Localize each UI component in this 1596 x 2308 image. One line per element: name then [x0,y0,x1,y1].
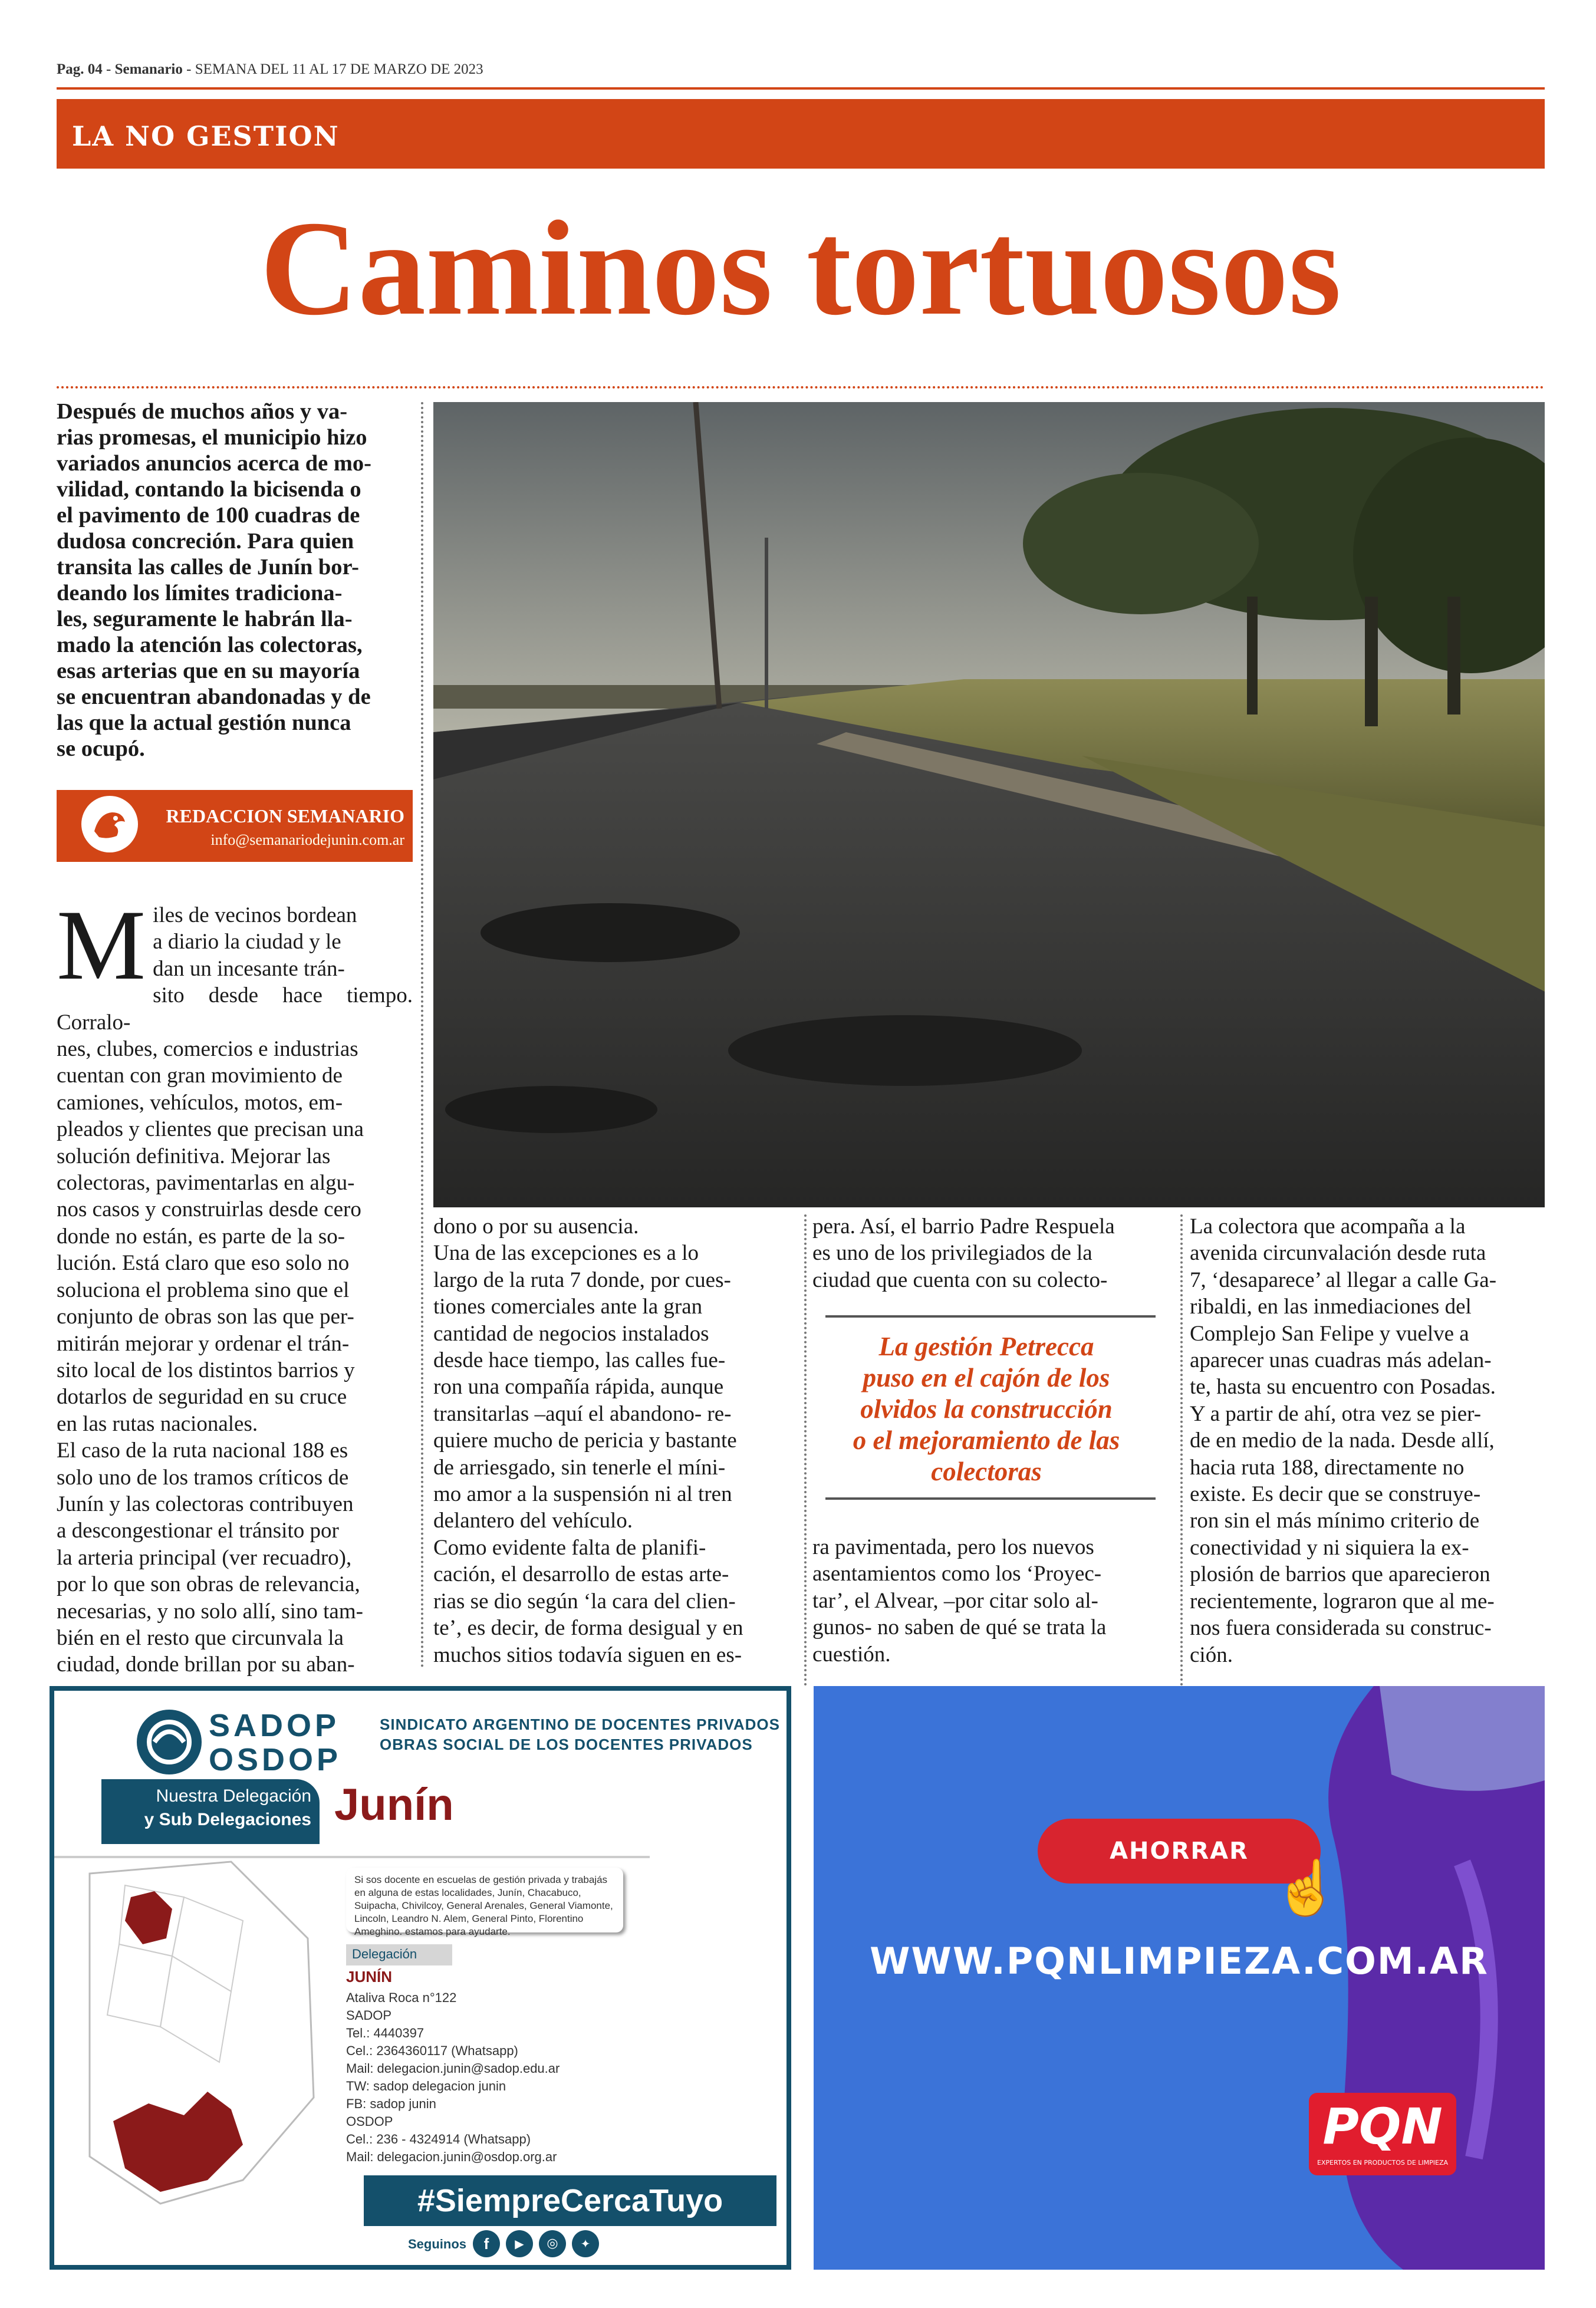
pqn-ad[interactable] [814,1686,1545,2270]
pullquote: La gestión Petrecca puso en el cajón de los olvidos la construcción o el mejoramiento de las colectoras [853,1332,1120,1486]
body-column-2: dono o por su ausencia. Una de las excepciones es a lo largo de la ruta 7 donde, por cues- tiones comerciales ante la gran cantidad de negocios instalados desde hace tiempo, las calles fue- ron una compañía rápida, aunque transitarlas –aquí el abandono- re- quiere mucho de pericia y bastante de arriesgado, sin tenerle el míni- mo amor a la suspensión ni al tren delantero del vehículo. Como evidente falta de planifi- cación, el desarrollo de estas arte- rias se dio según ‘la cara del clien- te’, es decir, de forma desigual y en muchos sitios todavía siguen en es- [433,1214,743,1667]
page-number: Pag. 04 [57,61,103,77]
section-band [57,99,1545,169]
contact-line: Cel.: 2364360117 (Whatsapp) [346,2043,518,2058]
paper-name: Semanario [114,61,183,77]
facebook-icon[interactable]: f [473,2230,500,2257]
sadop-brand: SADOP [209,1708,340,1743]
lead-paragraph: Después de muchos años y va- rias promesas, el municipio hizo variados anuncios acerca de mo- vilidad, contando la bicisenda o el pavimento de 100 cuadras de dudosa concreción. Para quien transita las calles de Junín bor- deando los límites tradiciona- les, seguramente le habrán lla- mado la atención las colectoras, esas arterias que en su mayoría se encuentran abandonadas y de las que la actual gestión nunca se ocupó. [57,399,371,761]
byline-email[interactable]: info@semanariodejunin.com.ar [210,831,404,848]
sadop-logo-icon [137,1710,202,1774]
byline [57,790,413,862]
byline-name: REDACCION SEMANARIO [166,805,404,827]
dropcap: M [57,890,146,1000]
sadop-ad[interactable] [50,1686,791,2270]
body-column-3-top: pera. Así, el barrio Padre Respuela es uno de los privilegiados de la ciudad que cuenta con su colecto- [812,1214,1115,1292]
instagram-icon[interactable]: ◎ [539,2230,566,2257]
header-rule [57,87,1545,90]
pqn-logo-badge [1309,2093,1456,2175]
contact-line: TW: sadop delegacion junin [346,2079,506,2093]
edition-date: SEMANA DEL 11 AL 17 DE MARZO DE 2023 [195,61,483,77]
twitter-icon[interactable]: ✦ [572,2230,599,2257]
youtube-icon[interactable]: ▶ [506,2230,533,2257]
delegation-banner [101,1779,320,1844]
column-divider-1 [421,402,423,1668]
contact-list [346,1989,560,2166]
delegation-line-2: y Sub Delegaciones [144,1810,311,1829]
hand-cursor-icon: ☝ [1273,1857,1340,1919]
contact-line: Ataliva Roca n°122 [346,1990,457,2005]
body-column-3-bottom: ra pavimentada, pero los nuevos asentamientos como los ‘Proyec- tar’, el Alvear, –por citar solo al- gunos- no saben de qué se trata la cuestión. [812,1535,1107,1667]
road-photo [433,402,1545,1207]
pullquote-rule-top [825,1315,1156,1318]
hashtag-banner: #SiempreCercaTuyo [364,2175,776,2226]
pqn-url[interactable]: WWW.PQNLIMPIEZA.COM.AR [870,1940,1489,1983]
contact-line: Mail: delegacion.junin@sadop.edu.ar [346,2061,560,2076]
sadop-org-line-2: OBRAS SOCIAL DE LOS DOCENTES PRIVADOS [380,1736,753,1753]
semanario-logo-icon [81,796,138,852]
contact-line: Mail: delegacion.junin@osdop.org.ar [346,2149,557,2164]
body-column-1 [57,890,413,1678]
folio: Pag. 04 - Semanario - SEMANA DEL 11 AL 17 DE MARZO DE 2023 [57,61,483,77]
ahorrar-button[interactable]: AHORRAR [1038,1819,1321,1884]
sadop-org-line-1: SINDICATO ARGENTINO DE DOCENTES PRIVADOS [380,1716,780,1733]
osdop-brand: OSDOP [209,1742,342,1777]
contact-line: OSDOP [346,2114,393,2129]
delegation-tab: Delegación [346,1944,452,1965]
pqn-tagline: EXPERTOS EN PRODUCTOS DE LIMPIEZA [1317,2159,1449,2167]
column-divider-3 [1180,1214,1183,1686]
sadop-city: Junín [334,1780,454,1830]
contact-line: Cel.: 236 - 4324914 (Whatsapp) [346,2132,531,2146]
contact-line: Tel.: 4440397 [346,2026,424,2040]
contact-line: FB: sadop junin [346,2096,436,2111]
contact-city: JUNÍN [346,1968,393,1986]
section-title: LA NO GESTION [72,120,340,152]
body-column-4: La colectora que acompaña a la avenida circunvalación desde ruta 7, ‘desaparece’ al llegar a calle Ga- ribaldi, en las inmediaciones del Complejo San Felipe y vuelve a aparecer unas cuadras más adelan- te, hasta su encuentro con Posadas. Y a partir de ahí, otra vez se pier- de en medio de la nada. Desde allí, hacia ruta 188, directamente no existe. Es decir que se construye- ron sin el más mínimo criterio de conectividad y ni siquiera la ex- plosión de barrios que aparecieron recientemente, lograron que al me- nos fuera considerada su construc- ción. [1190,1214,1497,1667]
body-column-1-text: iles de vecinos bordean a diario la ciudad y le dan un incesante trán- sito desde hace tiempo. Corralo- nes, clubes, comercios e industrias cuentan con gran movimiento de camiones, vehículos, motos, em- pleados y clientes que precisan una solución definitiva. Mejorar las colectoras, pavimentarlas en algu- nos casos y construirlas desde cero donde no están, es parte de la so- lución. Está claro que eso solo no soluciona el problema sino que el conjunto de obras son las que per- mitirán mejorar y ordenar el trán- sito local de los distintos barrios y dotarlos de seguridad en su cruce en las rutas nacionales. El caso de la ruta nacional 188 es solo uno de los tramos críticos de Junín y las colectoras contribuyen a descongestionar el tránsito por la arteria principal (ver recuadro), por lo que son obras de relevancia, necesarias, y no solo allí, sino tam- bién en el resto que circunvala la ciudad, donde brillan por su aban- [57,903,413,1677]
contact-line: SADOP [346,2008,392,2023]
headline-divider [57,386,1545,388]
follow-label: Seguinos [408,2237,467,2251]
pullquote-rule-bottom [825,1497,1156,1500]
sadop-info-box: Si sos docente en escuelas de gestión privada y trabajás en alguna de estas localidades, Junín, Chacabuco, Suipacha, Chivilcoy, General Arenales, General Viamonte, Lincoln, Leandro N. Alem, General Pinto, Florentino Ameghino. estamos para ayudarte. [346,1868,623,1932]
province-map [54,1850,337,2257]
delegation-line-1: Nuestra Delegación [156,1786,311,1806]
column-divider-2 [804,1214,807,1686]
pqn-logo: PQN [1322,2098,1443,2155]
headline: Caminos tortuosos [260,193,1341,343]
